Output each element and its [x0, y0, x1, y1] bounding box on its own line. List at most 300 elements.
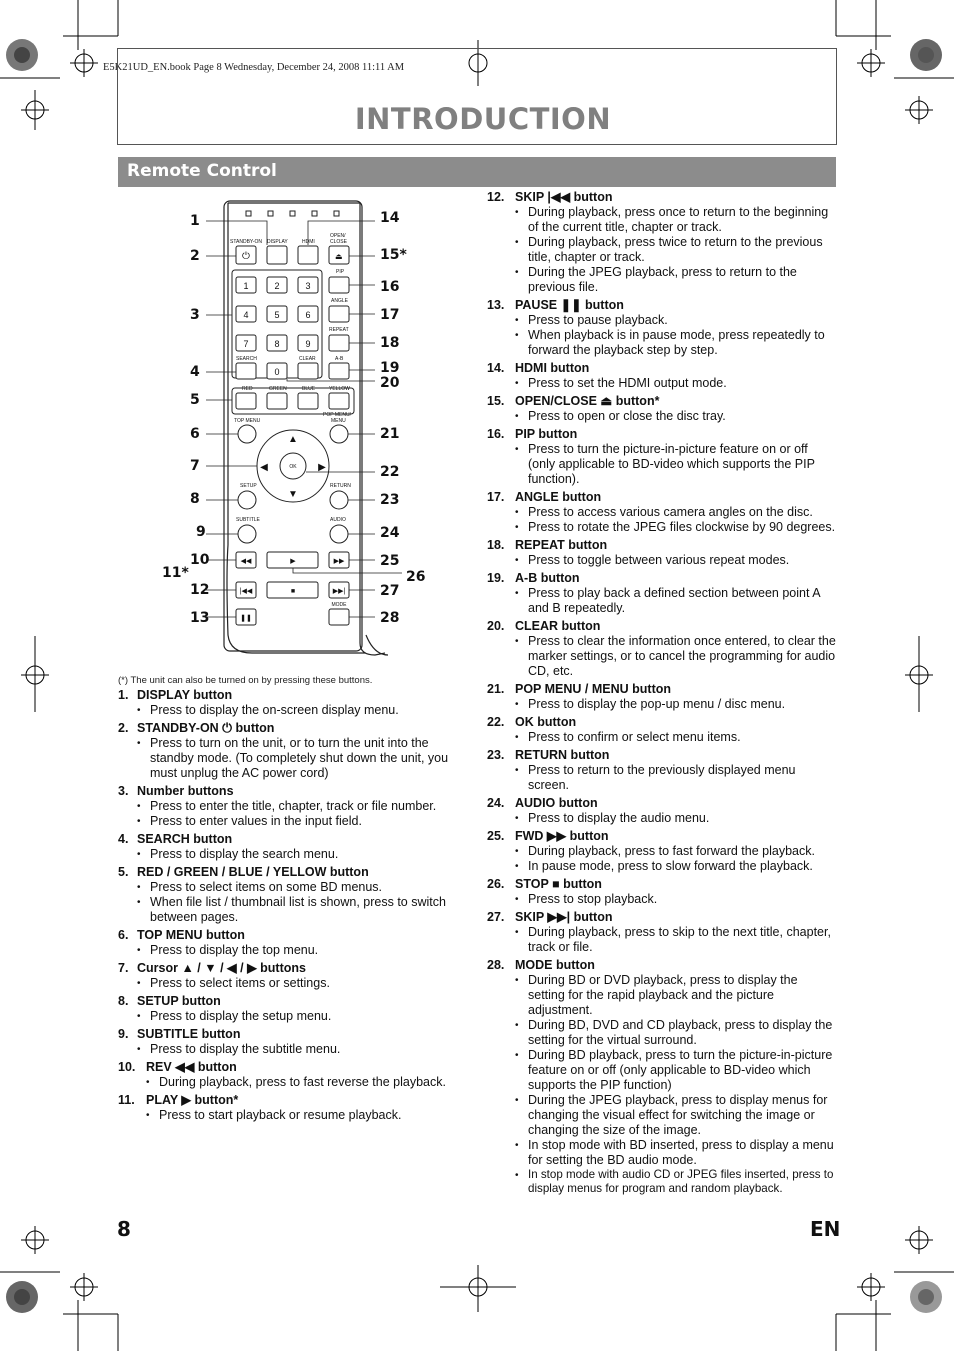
- item-number: 21.: [487, 682, 505, 696]
- bullet-item: [136, 1042, 468, 1057]
- item-heading: [118, 928, 468, 943]
- item-title: RED / GREEN / BLUE / YELLOW button: [137, 865, 369, 879]
- bullet-text: Press to stop playback.: [528, 892, 658, 906]
- bullet-item: [514, 634, 837, 679]
- bullet-item: [514, 553, 837, 568]
- angle-button[interactable]: [329, 306, 349, 322]
- bullet-item: [514, 697, 837, 712]
- green-button[interactable]: [267, 393, 287, 409]
- item-title: STANDBY-ON ⏻ button: [137, 721, 275, 735]
- item-heading: [487, 298, 837, 313]
- digit-3: 3: [305, 281, 311, 291]
- callout-2: 2: [190, 248, 200, 264]
- bullet-text: Press to display the setup menu.: [150, 1009, 332, 1023]
- bullet-text: Press to select items or settings.: [150, 976, 330, 990]
- bullet-icon: •: [137, 1011, 141, 1022]
- item-title: TOP MENU button: [137, 928, 245, 942]
- callout-27: 27: [380, 583, 400, 599]
- bullet-icon: •: [146, 1077, 150, 1088]
- item-title: Number buttons: [137, 784, 234, 798]
- item-heading: [118, 1027, 468, 1042]
- item-number: 2.: [118, 721, 129, 735]
- callout-19: 19: [380, 360, 400, 376]
- bullet-icon: •: [137, 882, 141, 893]
- label-standby-on: STANDBY-ON: [230, 239, 262, 245]
- repeat-button[interactable]: [329, 335, 349, 351]
- bullet-item: [514, 442, 837, 487]
- callout-1: 1: [190, 213, 200, 229]
- digit-4: 4: [243, 310, 249, 320]
- callout-25: 25: [380, 553, 400, 569]
- item-heading: [487, 571, 837, 586]
- red-button[interactable]: [236, 393, 256, 409]
- bullet-icon: •: [515, 444, 519, 455]
- item-heading: [487, 715, 837, 730]
- bullet-text: Press to enter values in the input field.: [150, 814, 362, 828]
- callout-14: 14: [380, 210, 400, 226]
- item-title: REV ◀◀ button: [146, 1060, 237, 1074]
- bullet-item: [514, 973, 837, 1018]
- item-title: CLEAR button: [515, 619, 601, 633]
- bullet-item: [514, 265, 837, 295]
- item-number: 14.: [487, 361, 505, 375]
- clear-button[interactable]: [298, 363, 318, 379]
- bullet-text: Press to clear the information once entered, to clear the marker settings, or to cancel the programming for audio CD, etc.: [528, 634, 836, 678]
- bullet-icon: •: [515, 894, 519, 905]
- callout-3: 3: [190, 307, 200, 323]
- bullet-text: During BD playback, press to turn the picture-in-picture feature on or off (only applicable to BD-video which supports the PIP function): [528, 1048, 833, 1092]
- item-title: A-B button: [515, 571, 580, 585]
- list-item: [487, 715, 837, 745]
- item-heading: [487, 748, 837, 763]
- list-item: [118, 865, 468, 925]
- item-heading: [118, 688, 468, 703]
- item-heading: [487, 682, 837, 697]
- label-top-menu: TOP MENU: [234, 418, 261, 424]
- list-item: [487, 877, 837, 907]
- bullet-icon: •: [515, 237, 519, 248]
- item-number: 28.: [487, 958, 505, 972]
- bullet-text: Press to rotate the JPEG files clockwise by 90 degrees.: [528, 520, 836, 534]
- label-angle: ANGLE: [331, 298, 348, 304]
- bullet-text: Press to display the search menu.: [150, 847, 339, 861]
- list-item: [487, 190, 837, 295]
- bullet-icon: •: [515, 861, 519, 872]
- item-number: 23.: [487, 748, 505, 762]
- bullet-item: [514, 925, 837, 955]
- label-audio: AUDIO: [330, 517, 346, 523]
- bullet-item: [514, 763, 837, 793]
- callout-5: 5: [190, 392, 200, 408]
- bullet-item: [514, 328, 837, 358]
- callout-20: 20: [380, 375, 400, 391]
- bullet-item: [136, 736, 468, 781]
- list-item: [118, 1060, 468, 1090]
- bullet-text: When file list / thumbnail list is shown, press to switch between pages.: [150, 895, 446, 924]
- bullet-item: [514, 505, 837, 520]
- play-icon: ▶: [290, 558, 296, 565]
- bullet-text: Press to open or close the disc tray.: [528, 409, 726, 423]
- label-open-close-2: CLOSE: [330, 239, 347, 245]
- list-item: [487, 682, 837, 712]
- label-pip: PIP: [336, 269, 345, 275]
- callout-21: 21: [380, 426, 400, 442]
- bullet-text: Press to display the on-screen display menu.: [150, 703, 399, 717]
- item-title: RETURN button: [515, 748, 610, 762]
- bullet-icon: •: [515, 1095, 519, 1106]
- section-title: Remote Control: [127, 161, 277, 181]
- list-item: [487, 796, 837, 826]
- item-heading: [487, 490, 837, 505]
- bullet-icon: •: [515, 1140, 519, 1151]
- callout-28: 28: [380, 610, 400, 626]
- bullet-item: [514, 520, 837, 535]
- bullet-text: In stop mode with audio CD or JPEG files inserted, press to display menus for program and random playback.: [528, 1168, 834, 1195]
- item-heading: [487, 427, 837, 442]
- item-number: 25.: [487, 829, 505, 843]
- bullet-item: [514, 235, 837, 265]
- return-button[interactable]: [330, 491, 348, 509]
- bullet-icon: •: [137, 978, 141, 989]
- label-ok: OK: [289, 464, 297, 470]
- fwd-icon: ▶▶: [333, 558, 345, 565]
- item-heading: [118, 784, 468, 799]
- bullet-text: Press to display the subtitle menu.: [150, 1042, 341, 1056]
- skip-forward-icon: ▶▶|: [332, 588, 346, 595]
- bullet-item: [514, 1018, 837, 1048]
- bullet-icon: •: [137, 816, 141, 827]
- pause-icon: ❚❚: [240, 615, 252, 622]
- eject-icon: ⏏: [335, 252, 343, 261]
- list-item: [118, 961, 468, 991]
- list-item: [118, 688, 468, 718]
- label-red: RED: [242, 386, 253, 392]
- item-heading: [118, 1093, 468, 1108]
- item-number: 10.: [118, 1060, 136, 1074]
- display-button[interactable]: [267, 246, 287, 264]
- bullet-item: [136, 880, 468, 895]
- callout-10: 10: [190, 552, 210, 568]
- bullet-icon: •: [515, 846, 519, 857]
- item-number: 22.: [487, 715, 505, 729]
- bullet-item: [136, 847, 468, 862]
- bullet-icon: •: [515, 588, 519, 599]
- list-item: [487, 538, 837, 568]
- bullet-text: Press to return to the previously displayed menu screen.: [528, 763, 796, 792]
- item-number: 4.: [118, 832, 129, 846]
- bullet-text: Press to start playback or resume playback.: [159, 1108, 402, 1122]
- rev-icon: ◀◀: [240, 558, 252, 565]
- label-yellow: YELLOW: [329, 386, 350, 392]
- bullet-text: In stop mode with BD inserted, press to display a menu for setting the BD audio mode.: [528, 1138, 834, 1167]
- callout-6: 6: [190, 426, 200, 442]
- item-title: DISPLAY button: [137, 688, 233, 702]
- bullet-text: During playback, press twice to return to the previous title, chapter or track.: [528, 235, 823, 264]
- item-number: 12.: [487, 190, 505, 204]
- cursor-down-icon: ▼: [288, 489, 298, 500]
- item-title: STOP ■ button: [515, 877, 602, 891]
- item-title: FWD ▶▶ button: [515, 829, 609, 843]
- bullet-item: [514, 859, 837, 874]
- bullet-text: Press to pause playback.: [528, 313, 668, 327]
- item-number: 3.: [118, 784, 129, 798]
- bullet-item: [136, 814, 468, 829]
- page-number: 8: [117, 1217, 131, 1241]
- cursor-right-icon: ▶: [318, 462, 326, 473]
- hdmi-button[interactable]: [298, 246, 318, 264]
- list-item: [118, 721, 468, 781]
- item-number: 6.: [118, 928, 129, 942]
- bullet-icon: •: [137, 738, 141, 749]
- list-item: [487, 298, 837, 358]
- list-item: [487, 427, 837, 487]
- bullet-icon: •: [515, 267, 519, 278]
- item-title: OK button: [515, 715, 577, 729]
- language-code: EN: [810, 1217, 841, 1241]
- bullet-text: During BD, DVD and CD playback, press to display the setting for the virtual surround.: [528, 1018, 833, 1047]
- bullet-icon: •: [515, 378, 519, 389]
- bullet-item: [145, 1075, 468, 1090]
- label-pop-menu-2: MENU: [331, 418, 346, 424]
- item-number: 15.: [487, 394, 505, 408]
- item-title: PAUSE ❚❚ button: [515, 298, 624, 312]
- bullet-icon: •: [515, 975, 519, 986]
- bullet-text: Press to confirm or select menu items.: [528, 730, 741, 744]
- label-mode: MODE: [331, 602, 347, 608]
- bullet-icon: •: [515, 315, 519, 326]
- audio-button[interactable]: [330, 525, 348, 543]
- pop-menu-button[interactable]: [330, 425, 348, 443]
- bullet-item: [136, 943, 468, 958]
- item-title: SKIP ▶▶| button: [515, 910, 613, 924]
- list-item: [487, 910, 837, 955]
- item-number: 5.: [118, 865, 129, 879]
- items-right: [487, 190, 837, 1199]
- bullet-icon: •: [515, 765, 519, 776]
- page-title: INTRODUCTION: [354, 102, 612, 136]
- item-heading: [118, 721, 468, 736]
- item-heading: [487, 958, 837, 973]
- item-title: SUBTITLE button: [137, 1027, 241, 1041]
- digit-2: 2: [274, 281, 280, 291]
- bullet-item: [136, 799, 468, 814]
- digit-0: 0: [274, 367, 280, 377]
- list-item: [118, 994, 468, 1024]
- item-number: 17.: [487, 490, 505, 504]
- bullet-icon: •: [137, 1044, 141, 1055]
- list-item: [487, 748, 837, 793]
- bullet-item: [136, 703, 468, 718]
- bullet-item: [514, 205, 837, 235]
- callout-11: 11*: [162, 565, 189, 581]
- bullet-text: In pause mode, press to slow forward the playback.: [528, 859, 813, 873]
- item-number: 1.: [118, 688, 129, 702]
- list-item: [487, 619, 837, 679]
- bullet-item: [514, 1168, 837, 1196]
- bullet-text: During BD or DVD playback, press to display the setting for the rapid playback and the picture adjustment.: [528, 973, 798, 1017]
- bullet-item: [514, 586, 837, 616]
- item-title: POP MENU / MENU button: [515, 682, 672, 696]
- item-heading: [487, 361, 837, 376]
- bullet-item: [136, 1009, 468, 1024]
- bullet-item: [514, 1048, 837, 1093]
- item-number: 13.: [487, 298, 505, 312]
- label-green: GREEN: [269, 386, 287, 392]
- label-setup: SETUP: [240, 483, 257, 489]
- pip-button[interactable]: [329, 277, 349, 293]
- list-item: [118, 784, 468, 829]
- bullet-icon: •: [137, 945, 141, 956]
- bullet-icon: •: [515, 1020, 519, 1031]
- bullet-icon: •: [515, 813, 519, 824]
- item-title: ANGLE button: [515, 490, 602, 504]
- cursor-left-icon: ◀: [260, 462, 268, 473]
- item-heading: [487, 796, 837, 811]
- list-item: [487, 394, 837, 424]
- item-heading: [487, 538, 837, 553]
- bullet-item: [514, 1093, 837, 1138]
- item-number: 18.: [487, 538, 505, 552]
- bullet-text: Press to toggle between various repeat modes.: [528, 553, 790, 567]
- callout-12: 12: [190, 582, 210, 598]
- label-subtitle: SUBTITLE: [236, 517, 260, 523]
- list-item: [118, 928, 468, 958]
- item-title: HDMI button: [515, 361, 590, 375]
- item-number: 19.: [487, 571, 505, 585]
- yellow-button[interactable]: [329, 393, 349, 409]
- item-heading: [487, 394, 837, 409]
- search-button[interactable]: [236, 363, 256, 379]
- bullet-text: Press to select items on some BD menus.: [150, 880, 383, 894]
- item-number: 11.: [118, 1093, 135, 1107]
- bullet-item: [514, 892, 837, 907]
- list-item: [118, 1027, 468, 1057]
- bullet-text: During the JPEG playback, press to return to the previous file.: [528, 265, 797, 294]
- bullet-icon: •: [137, 705, 141, 716]
- items-left: [118, 688, 468, 1126]
- bullet-icon: •: [515, 330, 519, 341]
- bullet-text: Press to turn on the unit, or to turn the unit into the standby mode. (To completely shut down the unit, you must unplug the AC power cord): [150, 736, 449, 780]
- skip-back-icon: |◀◀: [239, 588, 253, 595]
- bullet-text: When playback is in pause mode, press repeatedly to forward the playback step by step.: [528, 328, 825, 357]
- bullet-icon: •: [515, 411, 519, 422]
- bullet-icon: •: [515, 732, 519, 743]
- bullet-text: Press to set the HDMI output mode.: [528, 376, 727, 390]
- bullet-item: [145, 1108, 468, 1123]
- bullet-item: [514, 811, 837, 826]
- item-number: 20.: [487, 619, 505, 633]
- item-title: SETUP button: [137, 994, 221, 1008]
- callout-23: 23: [380, 492, 400, 508]
- bullet-text: During playback, press to fast reverse the playback.: [159, 1075, 446, 1089]
- bullet-item: [514, 409, 837, 424]
- item-number: 26.: [487, 877, 505, 891]
- item-title: Cursor ▲ / ▼ / ◀ / ▶ buttons: [137, 961, 306, 975]
- item-title: MODE button: [515, 958, 595, 972]
- bullet-text: Press to turn the picture-in-picture feature on or off (only applicable to BD-video which supports the PIP function).: [528, 442, 815, 486]
- bullet-item: [136, 895, 468, 925]
- bullet-icon: •: [515, 555, 519, 566]
- bullet-text: During the JPEG playback, press to display menus for changing the visual effect for switching the image or changing the size of the image.: [528, 1093, 828, 1137]
- callout-18: 18: [380, 335, 400, 351]
- item-heading: [118, 994, 468, 1009]
- bullet-icon: •: [137, 849, 141, 860]
- bullet-text: During playback, press to skip to the next title, chapter, track or file.: [528, 925, 831, 954]
- bullet-text: During playback, press once to return to the beginning of the current title, chapter or track.: [528, 205, 829, 234]
- label-ab: A-B: [335, 356, 344, 362]
- bullet-text: Press to display the pop-up menu / disc menu.: [528, 697, 786, 711]
- item-heading: [118, 1060, 468, 1075]
- bullet-icon: •: [515, 1170, 519, 1181]
- callout-17: 17: [380, 307, 400, 323]
- item-heading: [118, 832, 468, 847]
- item-heading: [487, 619, 837, 634]
- item-title: SKIP |◀◀ button: [515, 190, 613, 204]
- item-number: 24.: [487, 796, 505, 810]
- callout-15: 15*: [380, 247, 407, 263]
- mode-button[interactable]: [329, 609, 349, 625]
- item-heading: [487, 910, 837, 925]
- item-title: REPEAT button: [515, 538, 608, 552]
- item-number: 8.: [118, 994, 129, 1008]
- bullet-icon: •: [515, 636, 519, 647]
- digit-8: 8: [274, 339, 280, 349]
- blue-button[interactable]: [298, 393, 318, 409]
- ab-button[interactable]: [329, 363, 349, 379]
- bullet-icon: •: [515, 507, 519, 518]
- bullet-item: [514, 376, 837, 391]
- label-repeat: REPEAT: [329, 327, 349, 333]
- label-display: DISPLAY: [267, 239, 288, 245]
- subtitle-button[interactable]: [238, 525, 256, 543]
- bullet-item: [514, 313, 837, 328]
- item-number: 9.: [118, 1027, 129, 1041]
- digit-1: 1: [243, 281, 249, 291]
- item-heading: [487, 829, 837, 844]
- item-number: 27.: [487, 910, 505, 924]
- label-clear: CLEAR: [299, 356, 316, 362]
- callout-22: 22: [380, 464, 400, 480]
- item-title: PIP button: [515, 427, 578, 441]
- callout-26: 26: [406, 569, 426, 585]
- item-title: OPEN/CLOSE ⏏ button*: [515, 394, 660, 408]
- callout-16: 16: [380, 279, 400, 295]
- bullet-icon: •: [137, 801, 141, 812]
- bullet-icon: •: [137, 897, 141, 908]
- callout-24: 24: [380, 525, 400, 541]
- digit-9: 9: [305, 339, 311, 349]
- list-item: [487, 361, 837, 391]
- book-info: E5K21UD_EN.book Page 8 Wednesday, December 24, 2008 11:11 AM: [103, 62, 405, 73]
- top-menu-button[interactable]: [238, 425, 256, 443]
- item-number: 7.: [118, 961, 129, 975]
- cursor-up-icon: ▲: [288, 434, 298, 445]
- bullet-text: Press to enter the title, chapter, track or file number.: [150, 799, 437, 813]
- item-heading: [118, 961, 468, 976]
- bullet-text: Press to display the top menu.: [150, 943, 319, 957]
- item-title: AUDIO button: [515, 796, 598, 810]
- bullet-icon: •: [515, 927, 519, 938]
- setup-button[interactable]: [238, 491, 256, 509]
- label-open-close-1: OPEN/: [330, 233, 346, 239]
- bullet-text: During playback, press to fast forward the playback.: [528, 844, 815, 858]
- list-item: [487, 958, 837, 1196]
- callout-9: 9: [196, 524, 206, 540]
- bullet-icon: •: [515, 699, 519, 710]
- power-icon: ⏻: [242, 251, 250, 262]
- label-return: RETURN: [330, 483, 351, 489]
- item-title: PLAY ▶ button*: [146, 1093, 239, 1107]
